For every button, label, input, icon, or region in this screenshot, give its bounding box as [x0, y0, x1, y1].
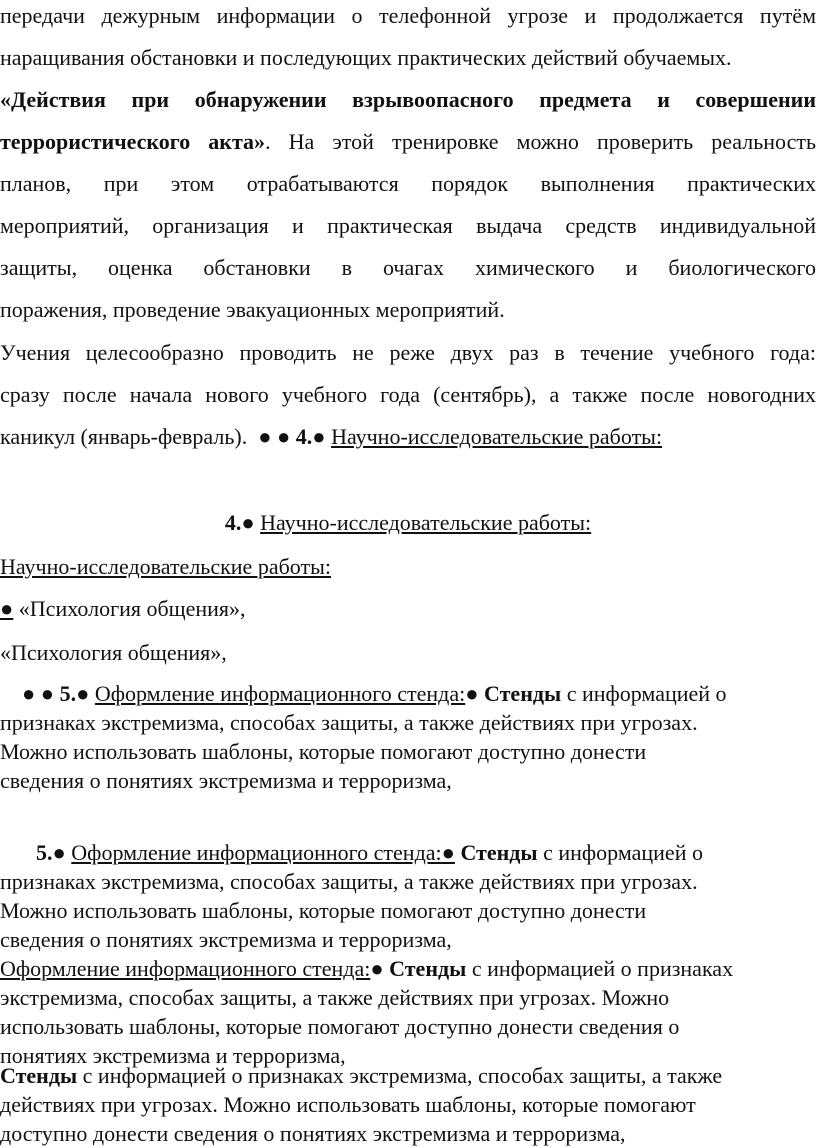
text-fragment: . На этой тренировке можно проверить реальность — [265, 129, 816, 154]
text-line: сведения о понятиях экстремизма и терроризма, — [0, 768, 452, 793]
text-line: Можно использовать шаблоны, которые помогают доступно донести — [0, 739, 647, 764]
item-number: 4.● — [295, 424, 326, 449]
section-stand-c — [0, 954, 816, 1070]
bullet-icon: ● — [0, 596, 14, 621]
text-line: использовать шаблоны, которые помогают доступно донести сведения о — [0, 1014, 680, 1039]
item-number: 4.● — [224, 510, 255, 535]
text-line — [0, 679, 816, 708]
text-line — [0, 1061, 816, 1090]
text-fragment: с информацией о признаках экстремизма, способах защиты, а также — [82, 1063, 723, 1088]
drill-title: «Действия при обнаружении взрывоопасного предмета и совершении — [0, 87, 816, 112]
research-label: Научно-исследовательские работы: — [331, 424, 663, 449]
item-number: 5.● — [59, 681, 90, 706]
list-item-psychology — [0, 594, 816, 624]
text-line: Можно использовать шаблоны, которые помогают доступно донести — [0, 898, 647, 923]
paragraph-explosive-drill — [0, 79, 816, 331]
text-line: признаках экстремизма, способах защиты, а также действиях при угрозах. — [0, 710, 698, 735]
drill-title-line — [0, 79, 816, 121]
text-line — [0, 121, 816, 163]
bullet-icon: ● — [465, 681, 479, 706]
section-title: Оформление информационного стенда: — [71, 840, 442, 865]
list-item-psychology-repeat — [0, 638, 816, 668]
text-line: действиях при угрозах. Можно использовать шаблоны, которые помогают — [0, 1092, 696, 1117]
text-fragment: с информацией о — [566, 681, 727, 706]
bullet-icon: ● ● — [258, 424, 291, 449]
section-stand-d — [0, 1061, 816, 1148]
text-fragment: с информацией о — [543, 840, 703, 865]
text-fragment: каникул (январь-февраль). — [0, 424, 248, 449]
text-line: передачи дежурным информации о телефонной угрозе и продолжается путём — [0, 3, 816, 28]
text-line — [0, 954, 816, 983]
paragraph-threat-drill — [0, 0, 816, 79]
text-line: Учения целесообразно проводить не реже двух раз в течение учебного года: — [0, 340, 816, 365]
text-line: поражения, проведение эвакуационных мероприятий. — [0, 297, 505, 322]
text-line: сразу после начала нового учебного года (сентябрь), а также после новогодних — [0, 382, 816, 407]
text-line: доступно донести сведения о понятиях экстремизма и терроризма, — [0, 1121, 626, 1146]
section-title: Оформление информационного стенда: — [0, 956, 371, 981]
research-heading-repeat — [0, 552, 816, 582]
text-line: признаках экстремизма, способах защиты, а также действиях при угрозах. — [0, 869, 698, 894]
text-line: планов, при этом отрабатываются порядок выполнения практических — [0, 171, 816, 196]
text-line: сведения о понятиях экстремизма и терроризма, — [0, 927, 452, 952]
stands-word: Стенды — [484, 681, 562, 706]
drill-title-end: террористического акта» — [0, 129, 266, 154]
list-item-text: «Психология общения», — [18, 596, 246, 621]
section-title: Научно-исследовательские работы: — [260, 510, 592, 535]
bullet-icon: ● — [370, 956, 384, 981]
list-item-text: «Психология общения», — [0, 640, 227, 665]
stands-word: Стенды — [389, 956, 467, 981]
text-line: понятиях экстремизма и терроризма, — [0, 1043, 346, 1068]
stands-word: Стенды — [460, 840, 538, 865]
section-stand-a — [0, 679, 816, 795]
section-title: Научно-исследовательские работы: — [0, 554, 331, 579]
bullet-icon: ● — [441, 840, 455, 865]
text-line: экстремизма, способах защиты, а также действиях при угрозах. Можно — [0, 985, 670, 1010]
text-line: защиты, оценка обстановки в очагах химического и биологического — [0, 255, 816, 280]
section-stand-b — [0, 838, 816, 954]
text-line — [0, 424, 662, 449]
stands-word: Стенды — [0, 1063, 78, 1088]
text-line: мероприятий, организация и практическая выдача средств индивидуальной — [0, 213, 816, 238]
text-line — [0, 838, 816, 867]
section-title: Оформление информационного стенда: — [94, 681, 466, 706]
item-number: 5.● — [36, 840, 66, 865]
text-fragment: с информацией о признаках — [471, 956, 734, 981]
paragraph-exercises — [0, 332, 816, 458]
section-heading-research — [0, 508, 816, 538]
bullet-icon: ● ● — [22, 681, 55, 706]
text-line: наращивания обстановки и последующих практических действий обучаемых. — [0, 45, 732, 70]
